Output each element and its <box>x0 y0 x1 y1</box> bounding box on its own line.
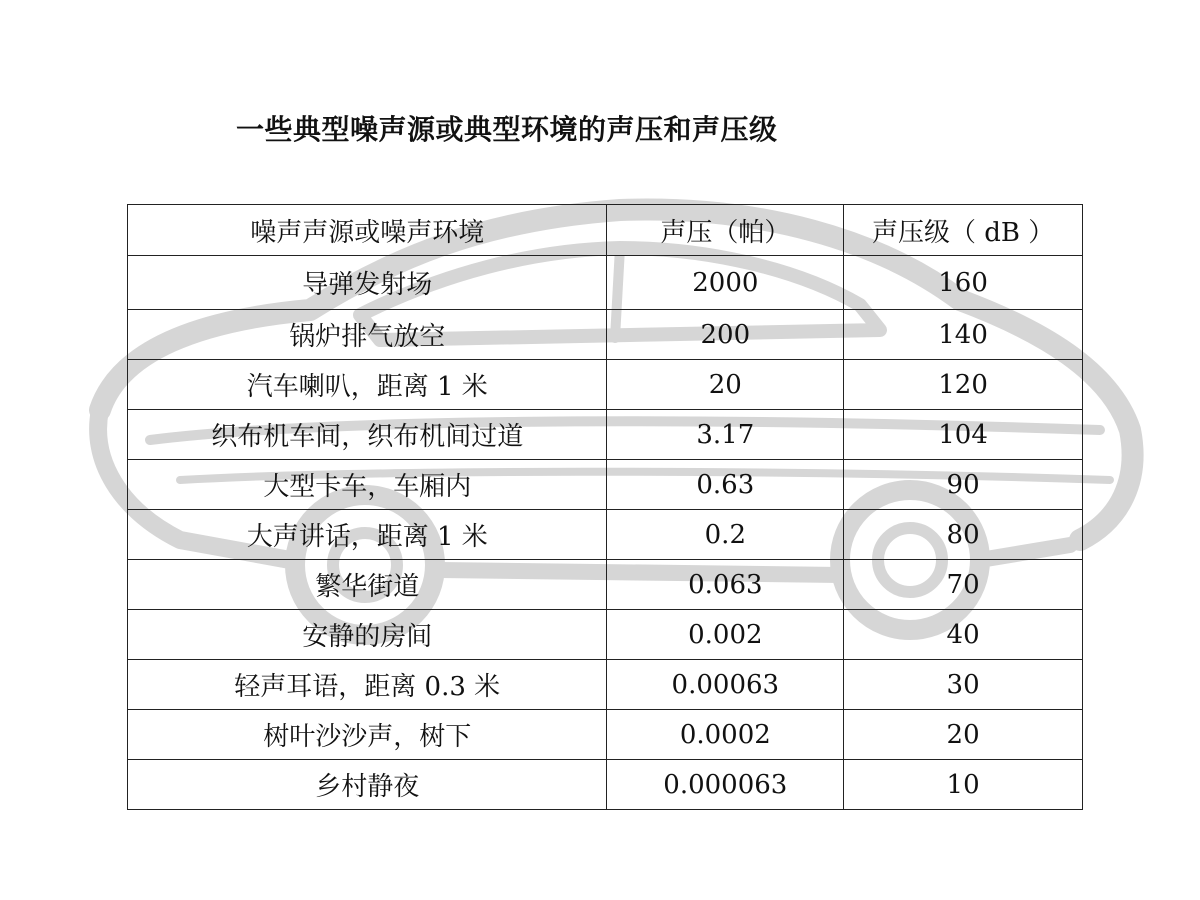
table-row <box>128 760 1083 810</box>
cell-sound-pressure: 0.063 <box>607 560 844 610</box>
cell-sound-pressure-level: 120 <box>844 360 1083 410</box>
cell-noise-source: 导弹发射场 <box>128 256 607 310</box>
table-row <box>128 460 1083 510</box>
table-row <box>128 710 1083 760</box>
cell-noise-source: 乡村静夜 <box>128 760 607 810</box>
cell-sound-pressure: 0.00063 <box>607 660 844 710</box>
cell-noise-source: 大声讲话，距离 1 米 <box>128 510 607 560</box>
table-row <box>128 310 1083 360</box>
cell-noise-source: 织布机车间，织布机间过道 <box>128 410 607 460</box>
table-row <box>128 256 1083 310</box>
table-row <box>128 660 1083 710</box>
cell-sound-pressure-level: 70 <box>844 560 1083 610</box>
cell-noise-source: 树叶沙沙声，树下 <box>128 710 607 760</box>
sound-pressure-table <box>127 204 1083 810</box>
cell-sound-pressure-level: 104 <box>844 410 1083 460</box>
cell-noise-source: 汽车喇叭，距离 1 米 <box>128 360 607 410</box>
cell-sound-pressure-level: 40 <box>844 610 1083 660</box>
cell-sound-pressure-level: 140 <box>844 310 1083 360</box>
cell-sound-pressure: 0.000063 <box>607 760 844 810</box>
table-row <box>128 360 1083 410</box>
cell-noise-source: 繁华街道 <box>128 560 607 610</box>
table-row <box>128 410 1083 460</box>
cell-sound-pressure: 2000 <box>607 256 844 310</box>
cell-sound-pressure-level: 20 <box>844 710 1083 760</box>
cell-sound-pressure-level: 10 <box>844 760 1083 810</box>
page-title: 一些典型噪声源或典型环境的声压和声压级 <box>236 113 778 146</box>
table-row <box>128 560 1083 610</box>
cell-sound-pressure-level: 30 <box>844 660 1083 710</box>
header-sound-pressure-level: 声压级（ dB ） <box>844 205 1083 256</box>
cell-sound-pressure: 0.002 <box>607 610 844 660</box>
cell-sound-pressure: 3.17 <box>607 410 844 460</box>
cell-noise-source: 轻声耳语，距离 0.3 米 <box>128 660 607 710</box>
cell-noise-source: 锅炉排气放空 <box>128 310 607 360</box>
table-row <box>128 610 1083 660</box>
cell-sound-pressure: 0.63 <box>607 460 844 510</box>
cell-noise-source: 安静的房间 <box>128 610 607 660</box>
cell-sound-pressure-level: 80 <box>844 510 1083 560</box>
cell-sound-pressure-level: 90 <box>844 460 1083 510</box>
header-sound-pressure: 声压（帕） <box>607 205 844 256</box>
cell-sound-pressure: 0.2 <box>607 510 844 560</box>
cell-sound-pressure: 20 <box>607 360 844 410</box>
cell-noise-source: 大型卡车，车厢内 <box>128 460 607 510</box>
header-noise-source: 噪声声源或噪声环境 <box>128 205 607 256</box>
cell-sound-pressure-level: 160 <box>844 256 1083 310</box>
cell-sound-pressure: 0.0002 <box>607 710 844 760</box>
table-header-row <box>128 205 1083 256</box>
cell-sound-pressure: 200 <box>607 310 844 360</box>
table-row <box>128 510 1083 560</box>
